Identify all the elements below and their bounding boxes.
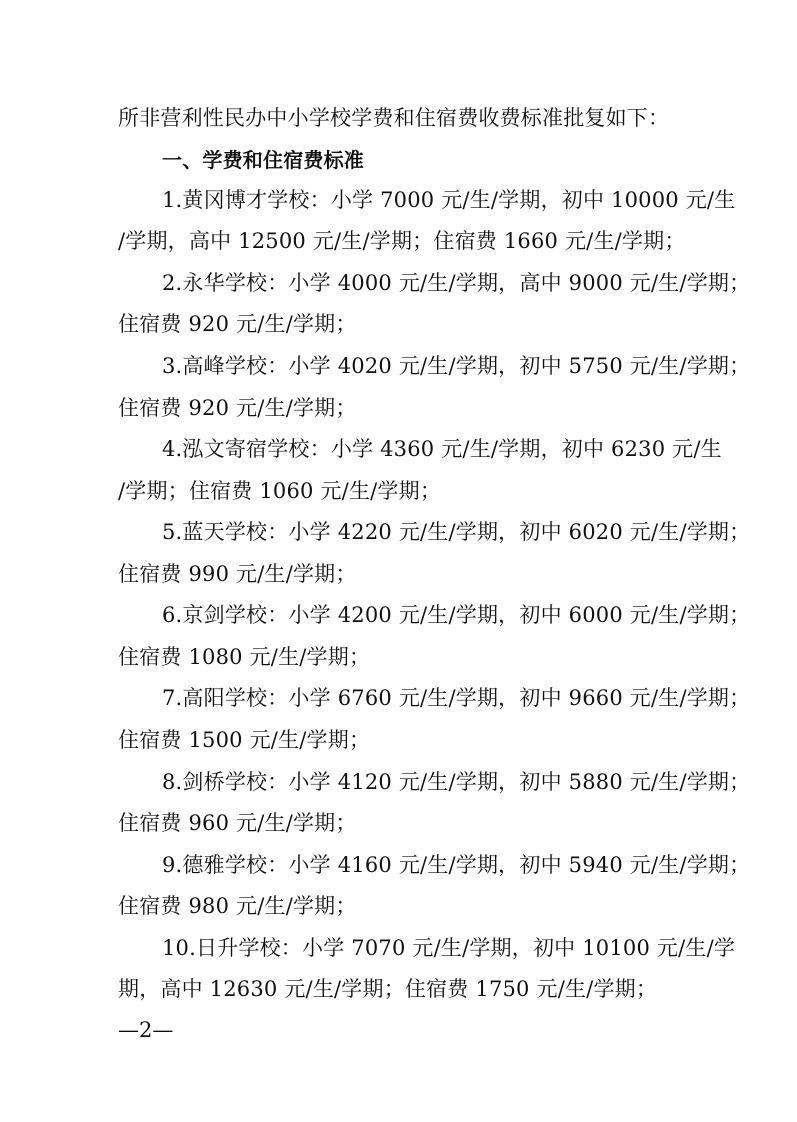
item-line: /学期；住宿费 1060 元/生/学期； — [118, 479, 442, 503]
intro-paragraph: 所非营利性民办中小学校学费和住宿费收费标准批复如下： — [118, 106, 670, 130]
item-line: 1.黄冈博才学校：小学 7000 元/生/学期，初中 10000 元/生 — [162, 188, 736, 212]
item-line: /学期，高中 12500 元/生/学期；住宿费 1660 元/生/学期； — [118, 229, 686, 253]
item-line: 10.日升学校：小学 7070 元/生/学期，初中 10100 元/生/学 — [162, 936, 736, 960]
item-line: 9.德雅学校：小学 4160 元/生/学期，初中 5940 元/生/学期； — [162, 853, 751, 877]
item-line: 7.高阳学校：小学 6760 元/生/学期，初中 9660 元/生/学期； — [162, 686, 751, 710]
item-line: 住宿费 1080 元/生/学期； — [118, 645, 371, 669]
item-line: 4.泓文寄宿学校：小学 4360 元/生/学期，初中 6230 元/生 — [162, 437, 722, 461]
item-line: 住宿费 1500 元/生/学期； — [118, 728, 371, 752]
item-line: 2.永华学校：小学 4000 元/生/学期，高中 9000 元/生/学期； — [162, 271, 751, 295]
item-line: 3.高峰学校：小学 4020 元/生/学期，初中 5750 元/生/学期； — [162, 354, 751, 378]
item-line: 5.蓝天学校：小学 4220 元/生/学期，初中 6020 元/生/学期； — [162, 520, 751, 544]
item-line: 住宿费 960 元/生/学期； — [118, 811, 357, 835]
item-line: 期，高中 12630 元/生/学期；住宿费 1750 元/生/学期； — [118, 977, 658, 1001]
item-line: 住宿费 980 元/生/学期； — [118, 894, 357, 918]
item-line: 8.剑桥学校：小学 4120 元/生/学期，初中 5880 元/生/学期； — [162, 770, 751, 794]
item-line: 住宿费 920 元/生/学期； — [118, 312, 357, 336]
item-line: 6.京剑学校：小学 4200 元/生/学期，初中 6000 元/生/学期； — [162, 603, 751, 627]
page-number: —2— — [118, 1018, 174, 1042]
section-heading: 一、学费和住宿费标准 — [162, 148, 364, 172]
item-line: 住宿费 990 元/生/学期； — [118, 562, 357, 586]
item-line: 住宿费 920 元/生/学期； — [118, 396, 357, 420]
